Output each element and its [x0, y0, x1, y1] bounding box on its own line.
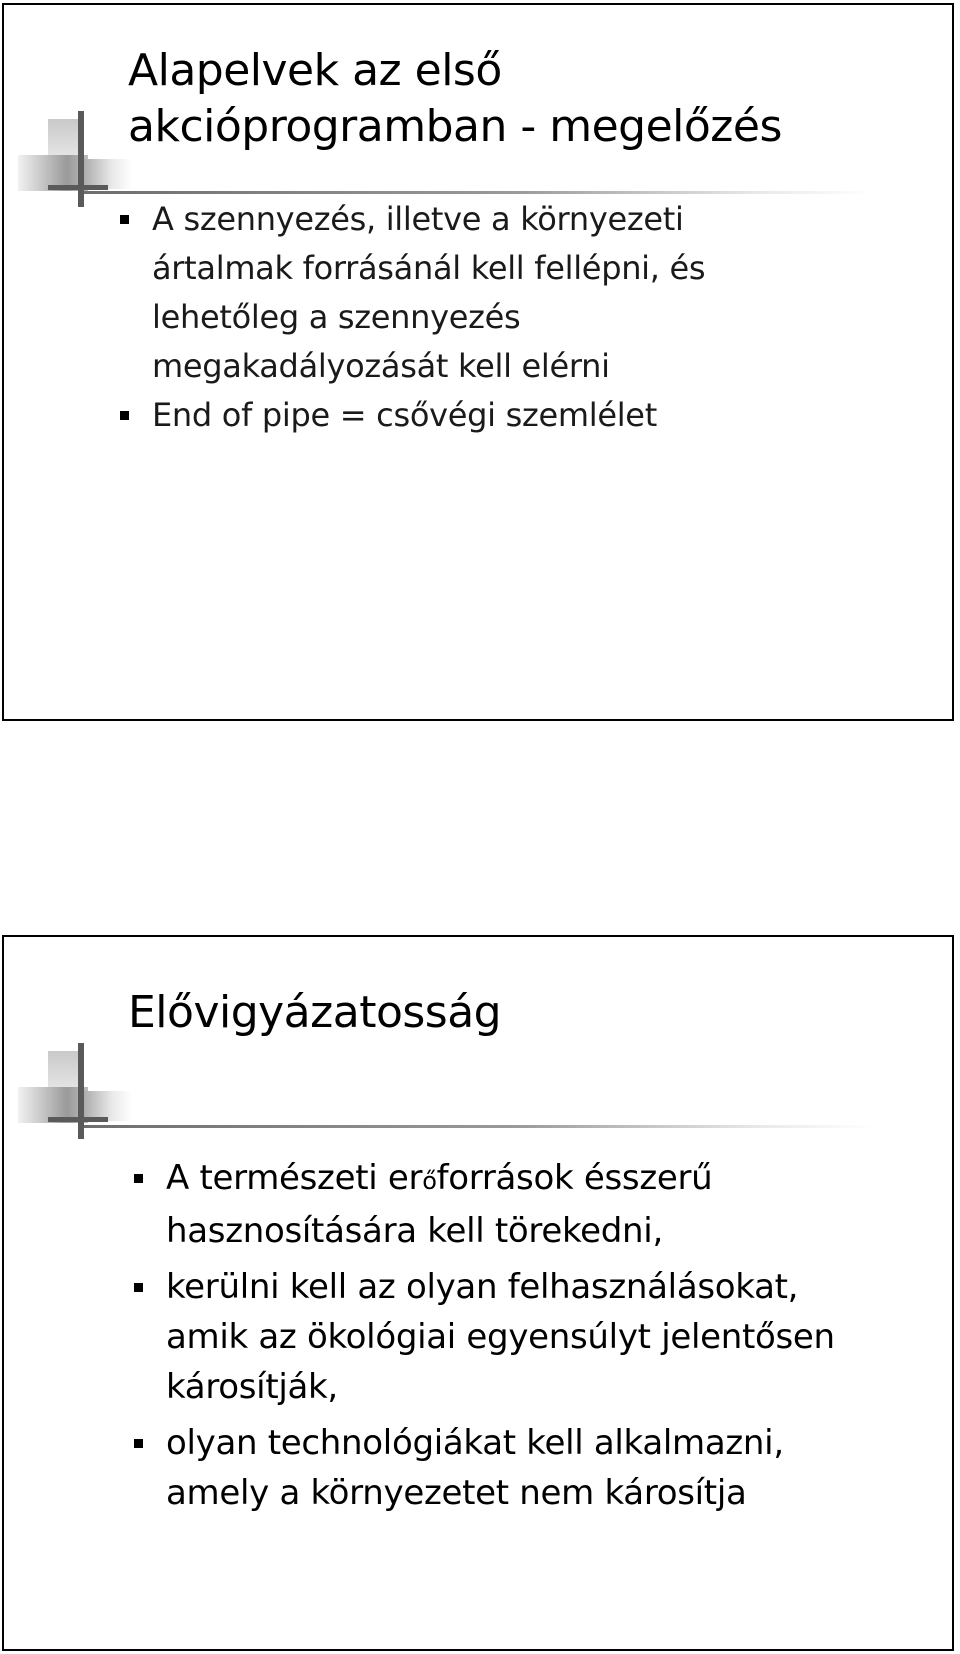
title-divider [84, 191, 874, 194]
bullet-line: károsítják, [166, 1367, 338, 1407]
bullet-text: források ésszerű [436, 1158, 713, 1198]
title-line: akcióprogramban - megelőzés [128, 101, 782, 152]
bullet-line: A szennyezés, illetve a környezeti [152, 200, 684, 238]
title-divider [84, 1125, 874, 1128]
square-bullet-icon [134, 1174, 143, 1183]
bullet-item [132, 1153, 922, 1256]
title-line: Alapelvek az első [128, 45, 502, 96]
slide-title [128, 43, 928, 155]
slide-title [128, 985, 928, 1041]
square-bullet-icon [134, 1283, 143, 1292]
bullet-item [132, 1262, 922, 1412]
crosshair-decoration-icon [4, 105, 134, 215]
bullet-line: End of pipe = csővégi szemlélet [152, 396, 657, 434]
bullet-line: lehetőleg a szennyezés [152, 298, 521, 336]
bullet-list [118, 195, 908, 440]
bullet-line: amely a környezetet nem károsítja [166, 1473, 747, 1513]
bullet-item [132, 1418, 922, 1518]
bullet-line: olyan technológiákat kell alkalmazni, [166, 1423, 784, 1463]
bullet-line: ártalmak forrásánál kell fellépni, és [152, 249, 706, 287]
square-bullet-icon [134, 1439, 143, 1448]
square-bullet-icon [120, 215, 129, 224]
title-line: Elővigyázatosság [128, 987, 502, 1038]
bullet-line [166, 1153, 922, 1206]
bullet-line: kerülni kell az olyan felhasználásokat, [166, 1267, 799, 1307]
slide-2 [2, 935, 954, 1651]
bullet-text-small: ő [422, 1167, 437, 1195]
bullet-item [118, 391, 908, 440]
bullet-line: megakadályozását kell elérni [152, 347, 610, 385]
square-bullet-icon [120, 411, 129, 420]
bullet-list [132, 1153, 922, 1524]
bullet-item [118, 195, 908, 391]
crosshair-decoration-icon [4, 1037, 134, 1147]
bullet-line: amik az ökológiai egyensúlyt jelentősen [166, 1317, 835, 1357]
bullet-text: A természeti er [166, 1158, 423, 1198]
slide-1 [2, 3, 954, 721]
bullet-line: hasznosítására kell törekedni, [166, 1211, 663, 1251]
